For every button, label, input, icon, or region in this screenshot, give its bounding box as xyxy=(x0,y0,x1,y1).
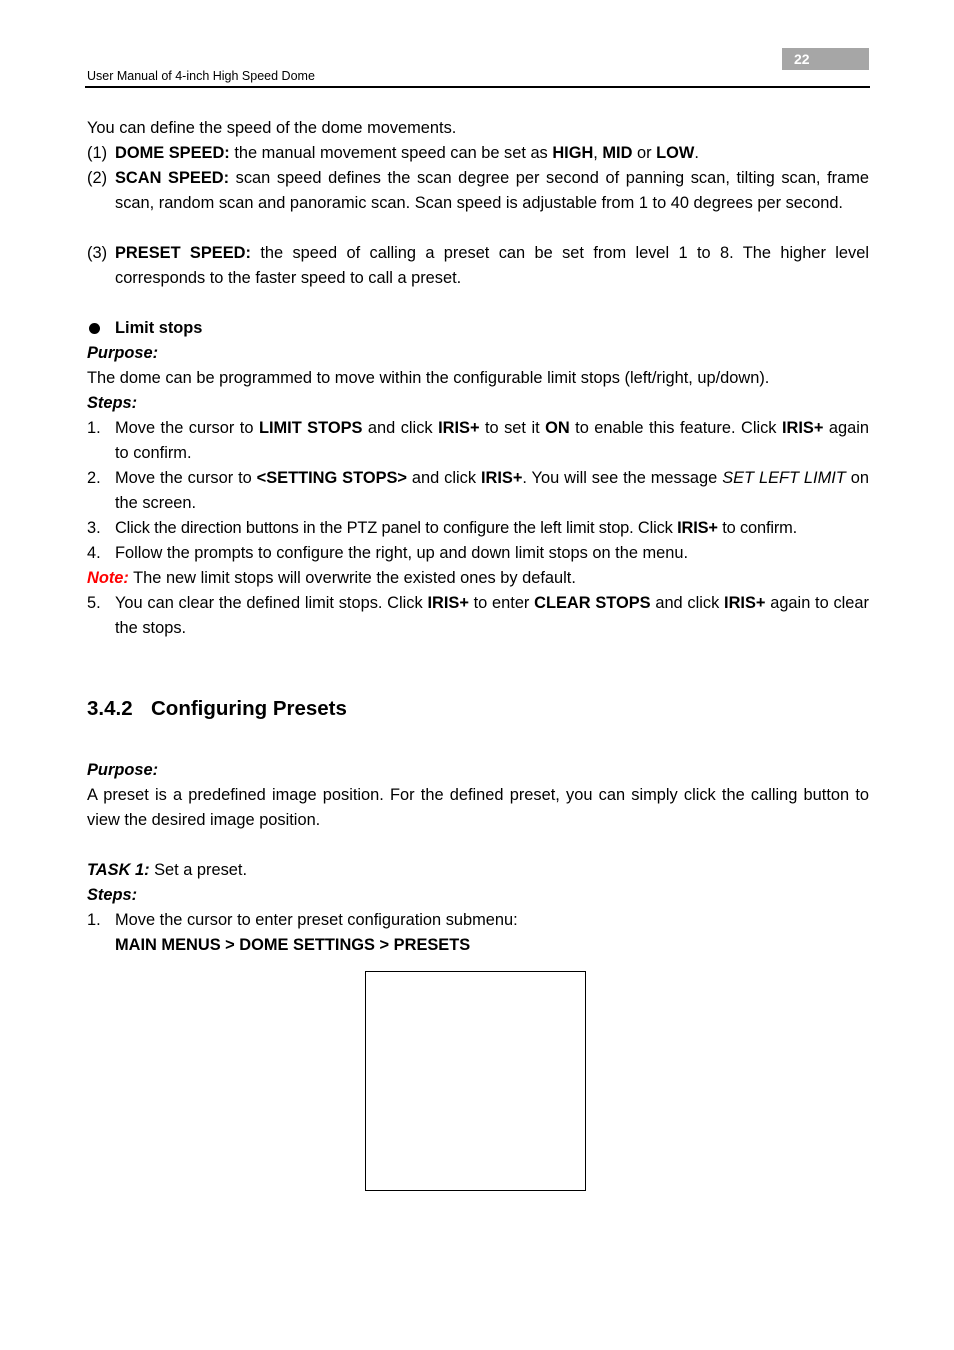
step-number: 2. xyxy=(87,469,101,487)
steps-label: Steps: xyxy=(87,886,138,904)
header-title: User Manual of 4-inch High Speed Dome xyxy=(87,69,315,83)
speed-item-body: DOME SPEED: the manual movement speed can be set as HIGH, MID or LOW. xyxy=(115,144,699,162)
figure-frame xyxy=(365,971,586,1191)
list-marker: (2) xyxy=(87,169,108,187)
step-number: 1. xyxy=(87,911,101,929)
purpose-label: Purpose: xyxy=(87,761,159,779)
task-line xyxy=(87,858,247,883)
section-title: Configuring Presets xyxy=(151,697,347,720)
limit-step-3: 3. Click the direction buttons in the PTZ panel to configure the left limit stop. Click IRIS+ to confirm. xyxy=(87,516,869,541)
note-text: The new limit stops will overwrite the existed ones by default. xyxy=(128,569,576,587)
limit-step-5: 5. You can clear the defined limit stops. Click IRIS+ to enter CLEAR STOPS and click IRIS+ again to clear the stops. xyxy=(87,591,869,641)
limit-step-4: 4. Follow the prompts to configure the right, up and down limit stops on the menu. xyxy=(87,541,869,566)
speed-item-body: SCAN SPEED: scan speed defines the scan degree per second of panning scan, tilting scan, frame scan, random scan and panoramic scan. Scan speed is adjustable from 1 to 40 degrees per second. xyxy=(115,169,869,212)
step-number: 4. xyxy=(87,544,101,562)
limit-stops-heading: Limit stops xyxy=(87,316,869,341)
bullet-icon xyxy=(89,323,100,334)
note-label: Note: xyxy=(87,569,129,587)
section-number: 3.4.2 xyxy=(87,697,133,720)
speed-item-dome xyxy=(87,141,869,166)
menu-path: MAIN MENUS > DOME SETTINGS > PRESETS xyxy=(115,936,471,954)
note xyxy=(87,566,576,591)
purpose-label: Purpose: xyxy=(87,344,159,362)
step-number: 5. xyxy=(87,594,101,612)
purpose-text: The dome can be programmed to move within the configurable limit stops (left/right, up/down). xyxy=(87,369,770,387)
list-marker: (1) xyxy=(87,144,108,162)
speed-item-body: PRESET SPEED: the speed of calling a preset can be set from level 1 to 8. The higher level corresponds to the faster speed to call a preset. xyxy=(115,244,869,287)
limit-step-1: 1. Move the cursor to LIMIT STOPS and click IRIS+ to set it ON to enable this feature. Click IRIS+ again to confirm. xyxy=(87,416,869,466)
header-divider xyxy=(85,86,870,88)
speed-intro: You can define the speed of the dome movements. xyxy=(87,119,457,137)
limit-step-2: 2. Move the cursor to <SETTING STOPS> and click IRIS+. You will see the message SET LEFT LIMIT on the screen. xyxy=(87,466,869,516)
step-number: 1. xyxy=(87,419,101,437)
steps-label: Steps: xyxy=(87,394,138,412)
term: SCAN SPEED: xyxy=(115,169,230,187)
term: PRESET SPEED: xyxy=(115,244,251,262)
list-marker: (3) xyxy=(87,244,108,262)
page-number: 22 xyxy=(794,51,810,67)
term: DOME SPEED: xyxy=(115,144,230,162)
step-number: 3. xyxy=(87,519,101,537)
task-label: TASK 1: xyxy=(87,861,150,879)
preset-step-1: 1. Move the cursor to enter preset configuration submenu: MAIN MENUS > DOME SETTINGS > PRESETS xyxy=(87,908,869,958)
speed-item-preset xyxy=(87,241,869,291)
speed-item-scan xyxy=(87,166,869,216)
purpose-text: A preset is a predefined image position. For the defined preset, you can simply click the calling button to view the desired image position. xyxy=(87,786,869,829)
page-number-badge xyxy=(782,48,869,70)
section-heading xyxy=(87,697,347,721)
task-text: Set a preset. xyxy=(149,861,248,879)
